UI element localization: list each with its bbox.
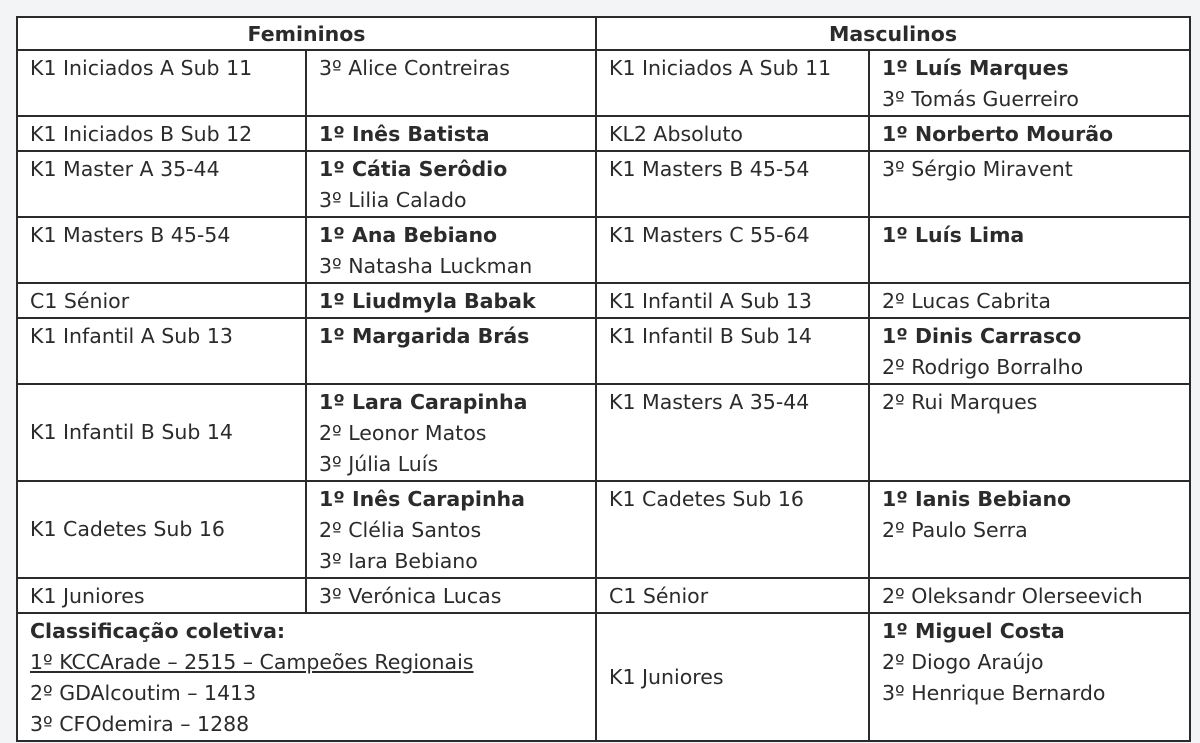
female-results-cell — [306, 151, 596, 217]
male-results-cell — [869, 481, 1190, 578]
result-entry: 3º Alice Contreiras — [319, 56, 510, 80]
femininos-header: Femininos — [17, 17, 596, 50]
result-entry: 3º Júlia Luís — [319, 452, 439, 476]
result-entry: 1º Luís Lima — [882, 223, 1025, 247]
female-results-cell — [306, 578, 596, 613]
classificacao-coletiva-line: 1º KCCArade – 2515 – Campeões Regionais — [30, 650, 474, 674]
result-entry: 1º Liudmyla Babak — [319, 289, 536, 313]
result-entry: 1º Luís Marques — [882, 56, 1069, 80]
result-entry: 1º Cátia Serôdio — [319, 157, 508, 181]
male-results-cell — [869, 283, 1190, 318]
table-row — [17, 481, 1190, 578]
male-results-cell — [869, 50, 1190, 116]
female-category-cell: K1 Cadetes Sub 16 — [17, 481, 306, 578]
female-category-cell: K1 Juniores — [17, 578, 306, 613]
male-results-cell — [869, 318, 1190, 384]
result-entry: 2º Leonor Matos — [319, 421, 487, 445]
result-entry: 3º Sérgio Miravent — [882, 157, 1073, 181]
male-results-cell — [869, 217, 1190, 283]
classificacao-coletiva-line: 2º GDAlcoutim – 1413 — [30, 681, 257, 705]
result-entry: 3º Lilia Calado — [319, 188, 467, 212]
header-row — [17, 17, 1190, 50]
result-entry: 1º Inês Batista — [319, 122, 490, 146]
result-entry: 2º Clélia Santos — [319, 518, 482, 542]
female-results-cell — [306, 116, 596, 151]
male-category-cell: C1 Sénior — [596, 578, 869, 613]
result-entry: 2º Paulo Serra — [882, 518, 1028, 542]
table-row — [17, 50, 1190, 116]
table-row — [17, 116, 1190, 151]
classificacao-coletiva-title: Classificação coletiva: — [30, 619, 286, 643]
male-category-cell: KL2 Absoluto — [596, 116, 869, 151]
result-entry: 1º Dinis Carrasco — [882, 324, 1082, 348]
result-entry: 2º Lucas Cabrita — [882, 289, 1051, 313]
male-results-cell — [869, 384, 1190, 481]
result-entry: 2º Oleksandr Olerseevich — [882, 584, 1143, 608]
result-entry: 2º Rui Marques — [882, 390, 1038, 414]
male-category-cell: K1 Infantil B Sub 14 — [596, 318, 869, 384]
masculinos-header: Masculinos — [596, 17, 1190, 50]
female-category-cell: C1 Sénior — [17, 283, 306, 318]
table-row — [17, 217, 1190, 283]
table-row — [17, 384, 1190, 481]
result-entry: 1º Margarida Brás — [319, 324, 530, 348]
table-row — [17, 283, 1190, 318]
male-category-cell: K1 Juniores — [596, 613, 869, 741]
result-entry: 1º Ana Bebiano — [319, 223, 498, 247]
results-body — [17, 50, 1190, 741]
results-table — [16, 16, 1191, 742]
female-category-cell: K1 Iniciados A Sub 11 — [17, 50, 306, 116]
table-row — [17, 318, 1190, 384]
result-entry: 1º Norberto Mourão — [882, 122, 1114, 146]
table-row — [17, 151, 1190, 217]
male-category-cell: K1 Cadetes Sub 16 — [596, 481, 869, 578]
female-category-cell: K1 Infantil B Sub 14 — [17, 384, 306, 481]
result-entry: 3º Henrique Bernardo — [882, 681, 1106, 705]
male-category-cell: K1 Masters A 35-44 — [596, 384, 869, 481]
female-category-cell: K1 Master A 35-44 — [17, 151, 306, 217]
female-category-cell: K1 Masters B 45-54 — [17, 217, 306, 283]
classificacao-coletiva-cell — [17, 613, 596, 741]
male-results-cell — [869, 578, 1190, 613]
result-entry: 2º Rodrigo Borralho — [882, 355, 1084, 379]
male-category-cell: K1 Masters C 55-64 — [596, 217, 869, 283]
male-results-cell — [869, 613, 1190, 741]
male-category-cell: K1 Iniciados A Sub 11 — [596, 50, 869, 116]
classificacao-coletiva-line: 3º CFOdemira – 1288 — [30, 712, 250, 736]
result-entry: 3º Tomás Guerreiro — [882, 87, 1079, 111]
male-category-cell: K1 Masters B 45-54 — [596, 151, 869, 217]
female-results-cell — [306, 50, 596, 116]
result-entry: 1º Lara Carapinha — [319, 390, 528, 414]
female-results-cell — [306, 481, 596, 578]
male-results-cell — [869, 116, 1190, 151]
male-category-cell: K1 Infantil A Sub 13 — [596, 283, 869, 318]
result-entry: 2º Diogo Araújo — [882, 650, 1044, 674]
female-results-cell — [306, 318, 596, 384]
female-results-cell — [306, 217, 596, 283]
male-results-cell — [869, 151, 1190, 217]
female-results-cell — [306, 384, 596, 481]
result-entry: 1º Inês Carapinha — [319, 487, 525, 511]
result-entry: 3º Verónica Lucas — [319, 584, 502, 608]
result-entry: 3º Iara Bebiano — [319, 549, 478, 573]
table-row — [17, 578, 1190, 613]
female-results-cell — [306, 283, 596, 318]
female-category-cell: K1 Infantil A Sub 13 — [17, 318, 306, 384]
result-entry: 3º Natasha Luckman — [319, 254, 533, 278]
female-category-cell: K1 Iniciados B Sub 12 — [17, 116, 306, 151]
table-row-coletiva — [17, 613, 1190, 741]
result-entry: 1º Ianis Bebiano — [882, 487, 1072, 511]
result-entry: 1º Miguel Costa — [882, 619, 1065, 643]
